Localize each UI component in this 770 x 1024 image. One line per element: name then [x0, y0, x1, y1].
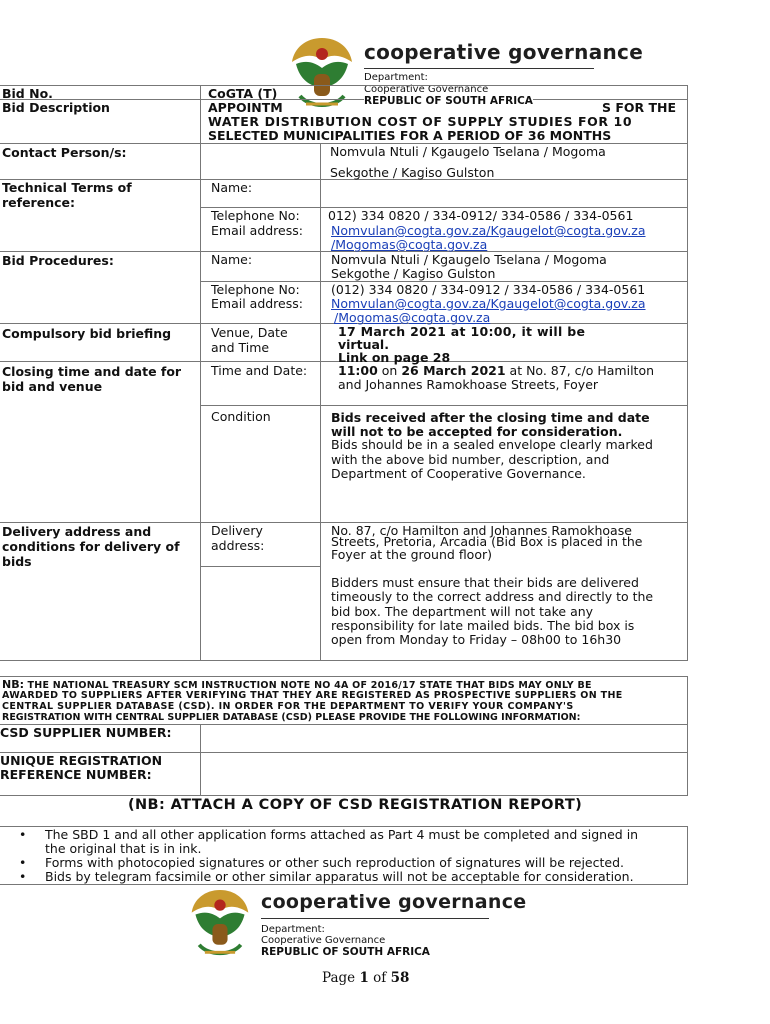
brand-name: cooperative governance: [364, 40, 644, 64]
procedures-email-link[interactable]: Nomvulan@cogta.gov.za/Kgaugelot@cogta.gov.za: [331, 296, 646, 311]
delivery-line: No. 87, c/o Hamilton and Johannes Ramokhoase: [331, 523, 632, 538]
page-prefix: Page: [322, 970, 360, 986]
bid-no-label: Bid No.: [2, 86, 53, 101]
page-of: of: [368, 970, 391, 986]
table-rule: [200, 405, 688, 406]
technical-telephone-label: Telephone No:: [211, 208, 300, 223]
closing-on: on: [377, 363, 402, 378]
unique-registration-label: REFERENCE NUMBER:: [0, 767, 152, 782]
footer-brand-name: cooperative governance: [261, 891, 527, 913]
contact-persons-line: Nomvula Ntuli / Kgaugelo Tselana / Mogoma: [330, 144, 606, 159]
delivery-label: Delivery address and conditions for delivery of bids: [2, 524, 180, 569]
closing-date: 26 March 2021: [401, 363, 506, 378]
technical-terms-label: Technical Terms of reference:: [2, 180, 132, 210]
table-col-rule: [320, 143, 321, 660]
table-rule: [200, 566, 320, 567]
coat-of-arms-footer: [186, 886, 254, 962]
bidders-line: Bidders must ensure that their bids are delivered: [331, 575, 639, 590]
bullet-dot: •: [19, 869, 27, 884]
table-rule: [0, 85, 688, 86]
procedures-telephone-label: Telephone No:: [211, 282, 300, 297]
bullet-item: the original that is in ink.: [45, 841, 202, 856]
time-date-label: Time and Date:: [211, 363, 308, 378]
footer-dept-line3: REPUBLIC OF SOUTH AFRICA: [261, 946, 430, 958]
brand-rule: [364, 68, 594, 69]
nb-box-rule: [0, 676, 688, 677]
closing-line: and Johannes Ramokhoase Streets, Foyer: [338, 377, 599, 392]
bid-procedures-label: Bid Procedures:: [2, 253, 114, 268]
condition-line: with the above bid number, description, and: [331, 452, 610, 467]
technical-email-link[interactable]: Nomvulan@cogta.gov.za/Kgaugelot@cogta.gov.za: [331, 223, 646, 238]
procedures-name-line: Nomvula Ntuli / Kgaugelo Tselana / Mogoma: [331, 252, 607, 267]
nb-box-rule: [687, 676, 688, 795]
bidders-line: timeously to the correct address and directly to the: [331, 589, 654, 604]
csd-supplier-label: CSD SUPPLIER NUMBER:: [0, 725, 172, 740]
bid-no-value: CoGTA (T): [208, 86, 278, 101]
page-total: 58: [390, 970, 410, 986]
bullet-item: Bids by telegram facsimile or other similar apparatus will not be acceptable for consideration.: [45, 869, 634, 884]
table-rule: [0, 660, 688, 661]
nb-box-rule: [0, 795, 688, 796]
bullet-dot: •: [19, 827, 27, 842]
procedures-email-label: Email address:: [211, 296, 303, 311]
footer-dept-line1: Department:: [261, 924, 325, 935]
nb-line: REGISTRATION WITH CENTRAL SUPPLIER DATABASE (CSD) PLEASE PROVIDE THE FOLLOWING INFORMATION:: [2, 712, 581, 723]
technical-name-label: Name:: [211, 180, 253, 195]
bullet-item: The SBD 1 and all other application forms attached as Part 4 must be completed and signed in: [45, 827, 639, 842]
briefing-line: 17 March 2021 at 10:00, it will be: [338, 324, 586, 339]
bid-description-label: Bid Description: [2, 100, 110, 115]
briefing-line: virtual.: [338, 337, 389, 352]
bid-description-line: WATER DISTRIBUTION COST OF SUPPLY STUDIES FOR 10: [208, 114, 633, 129]
briefing-line: Link on page 28: [338, 350, 451, 365]
bidders-line: open from Monday to Friday – 08h00 to 16h30: [331, 632, 622, 647]
closing-time-label: Closing time and date for bid and venue: [2, 364, 182, 394]
condition-line: Bids should be in a sealed envelope clearly marked: [331, 437, 653, 452]
coat-of-arms-icon: [286, 34, 358, 114]
closing-time: 11:00: [338, 363, 378, 378]
table-col-rule: [200, 85, 201, 660]
bullet-item: Forms with photocopied signatures or other such reproduction of signatures will be rejected.: [45, 855, 624, 870]
procedures-name-label: Name:: [211, 252, 253, 267]
venue-date-time-label: Venue, Date and Time: [211, 325, 288, 355]
contact-persons-line: Sekgothe / Kagiso Gulston: [330, 165, 495, 180]
table-col-rule: [687, 85, 688, 660]
attach-note: (NB: ATTACH A COPY OF CSD REGISTRATION REPORT): [128, 797, 583, 813]
page-number: [322, 970, 409, 986]
technical-email-label: Email address:: [211, 223, 303, 238]
condition-line: will not to be accepted for consideration.: [331, 424, 623, 439]
dept-line2: Cooperative Governance: [364, 84, 489, 95]
nb-text: THE NATIONAL TREASURY SCM INSTRUCTION NOTE NO 4A OF 2016/17 STATE THAT BIDS MAY ONLY BE: [24, 680, 592, 691]
bullet-dot: •: [19, 855, 27, 870]
unique-registration-label: UNIQUE REGISTRATION: [0, 753, 163, 768]
compulsory-briefing-label: Compulsory bid briefing: [2, 326, 172, 341]
bid-description-line-end: S FOR THE: [602, 100, 677, 115]
procedures-telephone-value: (012) 334 0820 / 334-0912 / 334-0586 / 334-0561: [331, 282, 646, 297]
csd-col-rule: [200, 724, 201, 795]
page-current: 1: [359, 970, 369, 986]
condition-line: Bids received after the closing time and date: [331, 410, 650, 425]
nb-line: CENTRAL SUPPLIER DATABASE (CSD). IN ORDER FOR THE DEPARTMENT TO VERIFY YOUR COMPANY'S: [2, 701, 574, 712]
technical-telephone-value: 012) 334 0820 / 334-0912/ 334-0586 / 334-0561: [328, 208, 634, 223]
contact-persons-label: Contact Person/s:: [2, 145, 127, 160]
coat-of-arms-icon: [186, 886, 254, 962]
bullets-box-rule: [687, 826, 688, 884]
nb-prefix: NB:: [2, 678, 24, 691]
dept-line3: REPUBLIC OF SOUTH AFRICA: [364, 95, 533, 107]
footer-brand-rule: [261, 918, 489, 919]
dept-line1: Department:: [364, 72, 428, 83]
condition-line: Department of Cooperative Governance.: [331, 466, 586, 481]
technical-email-link[interactable]: /Mogomas@cogta.gov.za: [331, 237, 488, 252]
procedures-name-line: Sekgothe / Kagiso Gulston: [331, 266, 496, 281]
condition-label: Condition: [211, 409, 271, 424]
delivery-line: Foyer at the ground floor): [331, 547, 492, 562]
bidders-line: responsibility for late mailed bids. The bid box is: [331, 618, 635, 633]
delivery-line: Streets, Pretoria, Arcadia (Bid Box is placed in the: [331, 534, 643, 549]
delivery-address-label: Delivery address:: [211, 523, 265, 553]
procedures-email-link[interactable]: /Mogomas@cogta.gov.za: [334, 310, 491, 325]
bidders-line: bid box. The department will not take any: [331, 604, 594, 619]
nb-line: AWARDED TO SUPPLIERS AFTER VERIFYING THAT THEY ARE REGISTERED AS PROSPECTIVE SUPPLIERS ON THE: [2, 690, 623, 701]
coat-of-arms-top: [286, 34, 358, 114]
closing-rest: at No. 87, c/o Hamilton: [505, 363, 655, 378]
footer-dept-line2: Cooperative Governance: [261, 935, 386, 946]
bid-description-line: SELECTED MUNICIPALITIES FOR A PERIOD OF 36 MONTHS: [208, 128, 612, 143]
bid-description-line: APPOINTM: [208, 100, 283, 115]
